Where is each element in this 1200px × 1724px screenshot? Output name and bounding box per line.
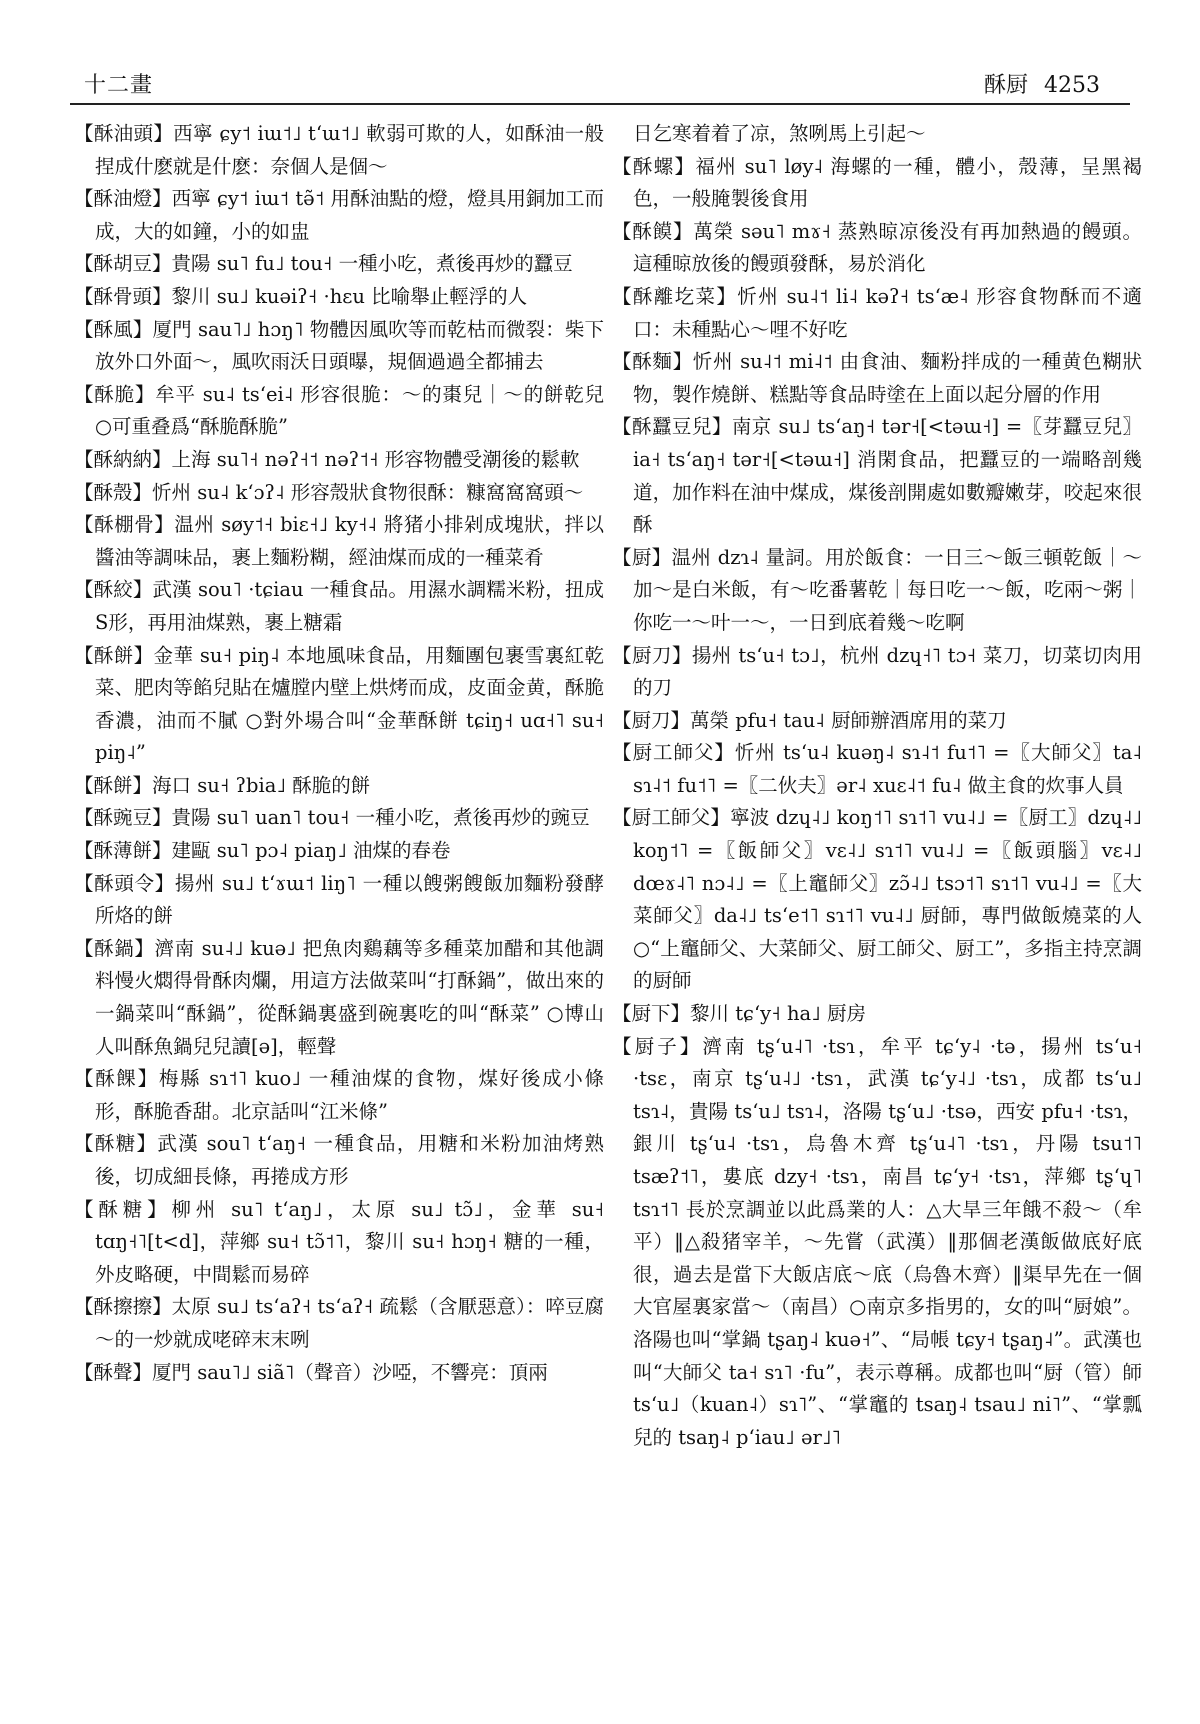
dictionary-entry: 【酥薄餅】建甌 su˥ pɔ˨ piaŋ˩ 油煤的春卷	[74, 839, 451, 863]
dictionary-entry: 【酥骨頭】黎川 su˩ kuəiʔ˧ ·hɛu 比喻舉止輕浮的人	[74, 284, 528, 308]
dictionary-entry: 【酥鍋】濟南 su˨˩ kuə˩ 把魚肉鷄藕等多種菜加醋和其他調料慢火燜得骨酥肉爛，用這方法做菜叫“打酥鍋”，做出來的一鍋菜叫“酥鍋”，從酥鍋裏盛到碗裏吃的叫“酥菜” ○博山人叫酥魚鍋兒兒讀[ə]，輕聲	[74, 936, 604, 1058]
dictionary-entry: 【厨工師父】寧波 dzɥ˨˩ koŋ˦˥ sɿ˦˥ vu˨˩ =〖厨工〗dzɥ˨˩ koŋ˦˥ =〖飯師父〗vɛ˨˩ sɿ˦˥ vu˨˩ =〖飯頭腦〗vɛ˨˩ dœɤ˨˥ nɔ˨˩ =〖上竈師父〗zɔ̃˨˩ tsɔ˦˥ sɿ˦˥ vu˨˩ =〖大菜師父〗da˨˩ tsʻe˦˥ sɿ˦˥ vu˨˩ 厨師，專門做飯燒菜的人 ○“上竈師父、大菜師父、厨工師父、厨工”，多指主持烹調的厨師	[612, 806, 1142, 993]
header-rule	[70, 103, 1130, 105]
running-head	[984, 68, 1100, 99]
dictionary-entry: 【酥風】厦門 sau˥˩ hɔŋ˥ 物體因風吹等而乾枯而微裂：柴下放外口外面～，風吹雨沃日頭曝，規個過過全都捕去	[74, 317, 604, 374]
dictionary-entry-continued: 日乞寒着着了凉，煞咧馬上引起～	[633, 122, 926, 145]
dictionary-entry: 【酥脆】牟平 su˨ tsʻei˨ 形容很脆：～的棗兒｜～的餅乾兒 ○可重叠爲“酥脆酥脆”	[74, 382, 604, 439]
dictionary-entry: 【酥螺】福州 su˥ løy˨ 海螺的一種，體小，殼薄，呈黑褐色，一般腌製後食用	[612, 154, 1142, 211]
dictionary-entry: 【酥餅】海口 su˧ ʔbia˩ 酥脆的餅	[74, 773, 371, 797]
right-column	[612, 118, 1142, 1708]
dictionary-entry: 【酥糖】武漢 sou˥ tʻaŋ˧ 一種食品，用糖和米粉加油烤熟後，切成細長條，再捲成方形	[74, 1132, 604, 1188]
dictionary-entry: 【酥離圪菜】忻州 su˨˦ li˨ kəʔ˧ tsʻæ˨ 形容食物酥而不適口：未種點心～哩不好吃	[612, 284, 1142, 341]
dictionary-entry: 【酥聲】厦門 sau˥˩ siã˥（聲音）沙啞，不響亮：頂兩	[74, 1360, 548, 1384]
dictionary-entry: 【酥納納】上海 su˥˧ nəʔ˧˦ nəʔ˦˧ 形容物體受潮後的鬆軟	[74, 447, 580, 471]
dictionary-entry: 【酥棚骨】温州 søy˦˧ biɛ˧˩ ky˧˨ 將猪小排剁成塊狀，拌以醬油等調味品，裹上麵粉糊，經油煤而成的一種菜肴	[74, 513, 604, 569]
dictionary-entry: 【厨刀】揚州 tsʻu˧ tɔ˩，杭州 dzɥ˧˥ tɔ˧ 菜刀，切菜切肉用的刀	[612, 643, 1142, 700]
page-header	[70, 58, 1130, 102]
dictionary-entry: 【酥頭令】揚州 su˩ tʻɤɯ˦ liŋ˥ 一種以餿粥餿飯加麵粉發酵所烙的餅	[74, 871, 604, 928]
section-title: 十二畫	[84, 73, 154, 98]
dictionary-entry: 【酥饃】萬榮 səu˥ mɤ˧ 蒸熟晾凉後没有再加熱過的饅頭。這種晾放後的饅頭發酥，易於消化	[612, 219, 1142, 276]
dictionary-entry: 【酥油頭】西寧 ɕy˦ iɯ˦˩ tʻɯ˦˩ 軟弱可欺的人，如酥油一般捏成什麽就是什麽：奈個人是個～	[74, 122, 604, 178]
dictionary-entry: 【酥餜】梅縣 sɿ˦˥ kuo˩ 一種油煤的食物，煤好後成小條形，酥脆香甜。北京話叫“江米條”	[74, 1067, 604, 1123]
page-number: 4253	[1044, 73, 1100, 98]
dictionary-entry: 【酥胡豆】貴陽 su˥ fu˩ tou˧ 一種小吃，煮後再炒的蠶豆	[74, 252, 573, 276]
dictionary-entry: 【酥蠶豆兒】南京 su˩ tsʻaŋ˧ tər˧[<təɯ˧] =〖芽蠶豆兒〗ia˧ tsʻaŋ˧ tər˧[<təɯ˧] 消閑食品，把蠶豆的一端略剖幾道，加作料在油中煤成，煤後剖開處如數瓣嫩芽，咬起來很酥	[612, 415, 1142, 537]
dictionary-entry: 【酥餅】金華 su˧ piŋ˨ 本地風味食品，用麵團包裹雪裏紅乾菜、肥肉等餡兒貼在爐膛内壁上烘烤而成，皮面金黄，酥脆香濃，油而不膩 ○對外場合叫“金華酥餅 tɕiŋ˧ uɑ˧˥ su˧ piŋ˨”	[74, 643, 604, 765]
headwords-range: 酥厨	[983, 73, 1028, 98]
dictionary-entry: 【酥豌豆】貴陽 su˥ uan˥ tou˧ 一種小吃，煮後再炒的豌豆	[74, 806, 590, 830]
dictionary-entry: 【厨刀】萬榮 pfu˧ tau˨ 厨師辦酒席用的菜刀	[612, 708, 1007, 732]
dictionary-entry: 【酥擦擦】太原 su˩ tsʻaʔ˧ tsʻaʔ˧ 疏鬆（含厭惡意）：啐豆腐～的一炒就成咾碎末末咧	[74, 1295, 604, 1351]
dictionary-entry: 【厨工師父】忻州 tsʻu˨ kuəŋ˨ sɿ˨˦ fu˦˥ =〖大師父〗ta˨ sɿ˨˦ fu˦˥ =〖二伙夫〗ər˨ xuɛ˨˦ fu˨ 做主食的炊事人員	[612, 741, 1142, 797]
left-column	[74, 118, 604, 1708]
dictionary-entry: 【酥絞】武漢 sou˥ ·tɕiau 一種食品。用濕水調糯米粉，扭成S形，再用油煤熟，裹上糖霜	[74, 578, 604, 634]
dictionary-entry: 【酥殼】忻州 su˨ kʻɔʔ˨ 形容殼狀食物很酥：糠窩窩窩頭～	[74, 480, 584, 504]
dictionary-entry: 【酥糖】柳州 su˥ tʻaŋ˩，太原 su˩ tɔ̃˩，金華 su˧ tɑŋ˧˥[t<d]，萍鄉 su˧ tɔ̃˦˥，黎川 su˧ hɔŋ˧ 糖的一種，外皮略硬，中間鬆而易碎	[74, 1197, 604, 1286]
dictionary-entry: 【厨下】黎川 tɕʻy˧ ha˩ 厨房	[612, 1002, 866, 1026]
dictionary-entry: 【酥麵】忻州 su˨˦ mi˨˦ 由食油、麵粉拌成的一種黄色糊狀物，製作燒餅、糕點等食品時塗在上面以起分層的作用	[612, 350, 1142, 406]
dictionary-entry: 【酥油燈】西寧 ɕy˦ iɯ˦ tə̃˦ 用酥油點的燈，燈具用銅加工而成，大的如鐘，小的如盅	[74, 187, 604, 243]
dictionary-entry: 【厨】温州 dzɿ˨ 量詞。用於飯食：一日三～飯三頓乾飯｜～加～是白米飯，有～吃番薯乾｜每日吃一～飯，吃兩～粥｜你吃一～叶一～，一日到底着幾～吃啊	[612, 545, 1142, 634]
dictionary-entry: 【厨子】濟南 tʂʻu˨˥ ·tsɿ，牟平 tɕʻy˨ ·tə，揚州 tsʻu˧ ·tsɛ，南京 tʂʻu˨˩ ·tsɿ，武漢 tɕʻy˨˩ ·tsɿ，成都 tsʻu˩ tsɿ˨，貴陽 tsʻu˩ tsɿ˨，洛陽 tʂʻu˩ ·tsə，西安 pfu˧ ·tsɿ，銀川 tʂʻu˨ ·tsɿ，烏魯木齊 tʂʻu˨˥ ·tsɿ，丹陽 tsu˦˥ tsæʔ˦˥，婁底 dzy˧ ·tsɿ，南昌 tɕʻy˧ ·tsɿ，萍鄉 tʂʻɥ˥ tsɿ˦˥ 長於烹調並以此爲業的人：△大旱三年餓不殺～（牟平）‖△殺猪宰羊，～先嘗（武漢）‖那個老漢飯做底好底很，過去是當下大飯店底～底（烏魯木齊）‖渠早先在一個大官屋裏家當～（南昌）○南京多指男的，女的叫“厨娘”。洛陽也叫“掌鍋 tʂaŋ˨ kuə˧”、“局帳 tɕy˧ tʂaŋ˨”。武漢也叫“大師父 ta˧ sɿ˥ ·fu”，表示尊稱。成都也叫“厨（管）師 tsʻu˩（kuan˨）sɿ˥”、“掌竈的 tsaŋ˨ tsau˩ ni˥”、“掌瓢兒的 tsaŋ˨ pʻiau˩ ər˩˥	[612, 1034, 1142, 1449]
